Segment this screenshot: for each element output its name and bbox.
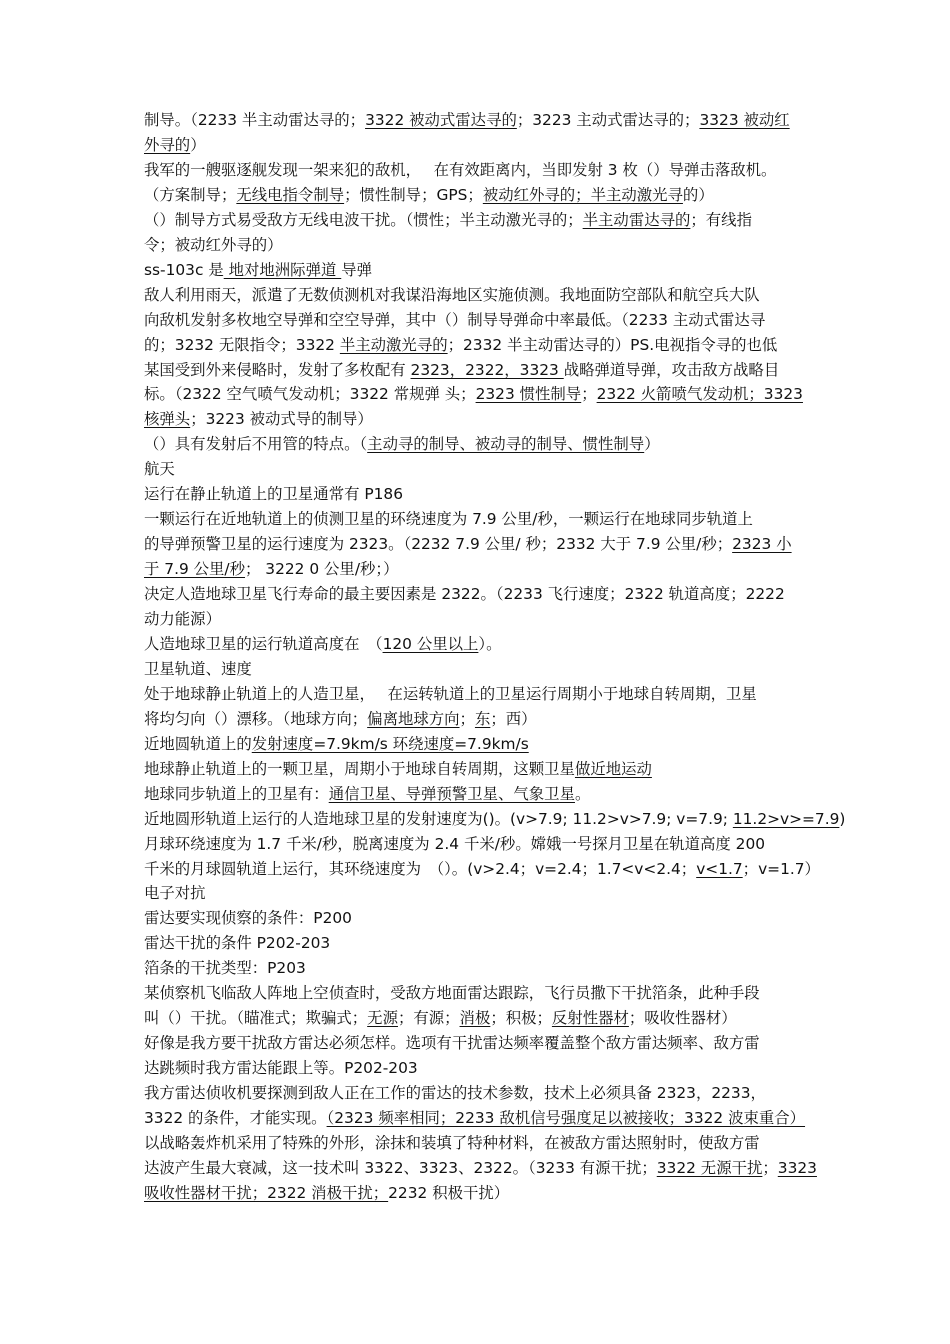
text-segment: 我方雷达侦收机要探测到敌人正在工作的雷达的技术参数，技术上必须具备 2323，2233， bbox=[144, 1084, 766, 1103]
underlined-answer: 主动寻的制导、被动寻的制导、惯性制导 bbox=[367, 435, 645, 454]
text-line bbox=[144, 482, 814, 506]
underlined-answer: 2323，2322，3323 bbox=[410, 360, 564, 379]
text-segment: 人造地球卫星的运行轨道高度在 （ bbox=[144, 634, 383, 653]
text-line bbox=[144, 582, 814, 606]
text-segment: ；有源； bbox=[397, 1009, 460, 1028]
text-segment: 将均匀向（）漂移。（地球方向； bbox=[144, 709, 368, 728]
text-segment: 战略弹道导弹，攻击敌方战略目 bbox=[563, 360, 780, 379]
text-segment: ；3223 被动式导的制导） bbox=[190, 410, 373, 429]
text-line bbox=[144, 407, 814, 431]
text-line bbox=[144, 308, 814, 332]
text-segment: ) bbox=[839, 809, 846, 828]
text-line bbox=[144, 233, 814, 257]
text-line bbox=[144, 457, 814, 481]
text-line bbox=[144, 1106, 814, 1130]
underlined-answer: 消极 bbox=[459, 1009, 491, 1028]
underlined-answer: 无源 bbox=[367, 1009, 398, 1028]
underlined-answer: 外寻的 bbox=[144, 135, 191, 154]
text-line bbox=[144, 133, 814, 157]
text-segment: ；积极； bbox=[490, 1009, 552, 1028]
text-line bbox=[144, 158, 814, 182]
underlined-answer: 偏离地球方向 bbox=[367, 709, 460, 728]
text-line bbox=[144, 507, 814, 531]
text-segment: 达跳频时我方雷达能跟上等。P202-203 bbox=[144, 1059, 418, 1078]
text-segment: ；3223 主动式雷达寻的； bbox=[516, 111, 700, 129]
text-line bbox=[144, 881, 814, 905]
text-segment: 制导。（2233 半主动雷达寻的； bbox=[144, 111, 366, 129]
text-line bbox=[144, 1031, 814, 1055]
underlined-answer: 2323 小 bbox=[732, 535, 792, 554]
underlined-answer: 半主动雷达寻的 bbox=[582, 210, 691, 229]
text-segment: ） bbox=[644, 435, 660, 454]
text-segment: 一颗运行在近地轨道上的侦测卫星的环绕速度为 7.9 公里/秒，一颗运行在地球同步轨道上 bbox=[144, 510, 753, 529]
text-line bbox=[144, 208, 814, 232]
text-segment: 的） bbox=[682, 185, 714, 204]
underlined-answer: 通信卫星、导弹预警卫星、气象卫星 bbox=[328, 784, 575, 803]
underlined-answer: 11.2>v>=7.9 bbox=[732, 809, 840, 828]
text-segment: 近地圆轨道上的 bbox=[144, 734, 252, 753]
underlined-answer: 吸收性器材干扰；2322 消极干扰； bbox=[144, 1183, 389, 1202]
text-line bbox=[144, 382, 814, 406]
text-segment: ss-103c 是 bbox=[144, 260, 224, 279]
text-segment: ； bbox=[581, 385, 597, 404]
text-segment: 2232 积极干扰） bbox=[388, 1183, 510, 1202]
text-segment: 雷达要实现侦察的条件：P200 bbox=[144, 909, 352, 928]
text-segment: （方案制导； bbox=[144, 185, 237, 204]
text-segment: ；2332 半主动雷达寻的）PS.电视指令寻的也低 bbox=[447, 335, 778, 354]
text-segment: 某侦察机飞临敌人阵地上空侦查时，受敌方地面雷达跟踪，飞行员撒下干扰箔条，此种手段 bbox=[144, 984, 760, 1003]
text-line bbox=[144, 358, 814, 382]
text-segment: ；有线指 bbox=[690, 210, 752, 229]
text-line bbox=[144, 283, 814, 307]
text-segment: 以战略轰炸机采用了特殊的外形，涂抹和装填了特种材料，在被敌方雷达照射时，使敌方雷 bbox=[144, 1133, 760, 1152]
underlined-answer: 3322 被动式雷达寻的 bbox=[365, 111, 517, 129]
text-segment: 达波产生最大衰减，这一技术叫 3322、3323、2322。（3233 有源干扰； bbox=[144, 1158, 657, 1177]
text-segment: 动力能源） bbox=[144, 610, 221, 628]
text-segment: 千米的月球圆轨道上运行，其环绕速度为 （）。(v>2.4；v=2.4；1.7<v<2.4； bbox=[144, 859, 697, 878]
underlined-answer: （2323 频率相同；2233 敌机信号强度足以被接收；3322 波束重合） bbox=[326, 1109, 806, 1127]
text-line bbox=[144, 906, 814, 930]
text-segment: （）制导方式易受敌方无线电波干扰。（惯性；半主动激光寻的； bbox=[144, 210, 583, 229]
underlined-answer: 地对地洲际弹道 bbox=[223, 260, 342, 279]
underlined-answer: 被动红外寻的；半主动激光寻 bbox=[482, 185, 683, 204]
text-line bbox=[144, 607, 814, 631]
text-segment: ；v=1.7） bbox=[742, 859, 820, 878]
text-line bbox=[144, 981, 814, 1005]
text-segment: ； 3222 0 公里/秒；） bbox=[245, 560, 399, 579]
text-segment: 导弹 bbox=[341, 260, 373, 279]
text-line bbox=[144, 557, 814, 581]
text-line bbox=[144, 1131, 814, 1155]
text-segment: 航天 bbox=[144, 460, 175, 479]
underlined-answer: 无线电指令制导 bbox=[236, 185, 345, 204]
text-segment: 好像是我方要干扰敌方雷达必须怎样。选项有干扰雷达频率覆盖整个敌方雷达频率、敌方雷 bbox=[144, 1034, 760, 1053]
text-segment: ；西） bbox=[490, 709, 537, 728]
underlined-answer: 发射速度=7.9km/s 环绕速度=7.9km/s bbox=[251, 734, 529, 753]
text-line bbox=[144, 707, 814, 731]
text-segment: 处于地球静止轨道上的人造卫星， 在运转轨道上的卫星运行周期小于地球自转周期，卫星 bbox=[144, 684, 757, 703]
underlined-answer: 反射性器材 bbox=[551, 1009, 629, 1028]
underlined-answer: 2322 火箭喷气发动机；3323 bbox=[596, 385, 803, 404]
underlined-answer: 3322 无源干扰 bbox=[656, 1158, 763, 1177]
underlined-answer: 2323 惯性制导 bbox=[475, 385, 582, 404]
text-segment: 月球环绕速度为 1.7 千米/秒，脱离速度为 2.4 千米/秒。嫦娥一号探月卫星在轨道高度 200 bbox=[144, 834, 766, 853]
text-segment: 的导弹预警卫星的运行速度为 2323。（2232 7.9 公里/ 秒；2332 大于 7.9 公里/秒； bbox=[144, 535, 733, 554]
text-line bbox=[144, 333, 814, 357]
text-line bbox=[144, 757, 814, 781]
underlined-answer: 做近地运动 bbox=[574, 759, 652, 778]
text-line bbox=[144, 931, 814, 955]
text-segment: 的；3232 无限指令；3322 bbox=[144, 335, 340, 354]
text-segment: 向敌机发射多枚地空导弹和空空导弹，其中（）制导导弹命中率最低。（2233 主动式雷达寻 bbox=[144, 310, 766, 329]
text-line bbox=[144, 1181, 814, 1205]
text-segment: 卫星轨道、速度 bbox=[144, 659, 252, 678]
text-segment: 某国受到外来侵略时，发射了多枚配有 bbox=[144, 360, 411, 379]
underlined-answer: v<1.7 bbox=[696, 859, 743, 878]
text-segment: ； bbox=[762, 1158, 778, 1177]
text-line bbox=[144, 1156, 817, 1180]
underlined-answer: 于 7.9 公里/秒 bbox=[144, 560, 246, 579]
text-segment: 箔条的干扰类型：P203 bbox=[144, 959, 306, 978]
text-segment: 3322 的条件，才能实现。 bbox=[144, 1109, 327, 1127]
text-line bbox=[144, 108, 814, 132]
text-segment: 敌人利用雨天，派遣了无数侦测机对我谋沿海地区实施侦测。我地面防空部队和航空兵大队 bbox=[144, 285, 760, 304]
underlined-answer: 3323 被动红 bbox=[699, 111, 790, 129]
text-line bbox=[144, 258, 814, 282]
text-segment: 近地圆形轨道上运行的人造地球卫星的发射速度为()。(v>7.9; 11.2>v>7.9; v=7.9; bbox=[144, 809, 733, 828]
text-segment: ；吸收性器材） bbox=[628, 1009, 737, 1028]
text-line bbox=[144, 183, 814, 207]
text-segment: 地球静止轨道上的一颗卫星，周期小于地球自转周期，这颗卫星 bbox=[144, 759, 575, 778]
text-line bbox=[144, 682, 814, 706]
text-segment: 运行在静止轨道上的卫星通常有 P186 bbox=[144, 485, 404, 504]
text-line bbox=[144, 807, 846, 831]
text-segment: ；惯性制导；GPS； bbox=[344, 185, 483, 204]
underlined-answer: 半主动激光寻的 bbox=[339, 335, 448, 354]
underlined-answer: 3323 bbox=[777, 1158, 817, 1177]
text-segment: 我军的一艘驱逐舰发现一架来犯的敌机， 在有效距离内，当即发射 3 枚（）导弹击落敌机。 bbox=[144, 160, 777, 179]
text-line bbox=[144, 1081, 814, 1105]
text-line bbox=[144, 657, 814, 681]
text-segment: 电子对抗 bbox=[144, 884, 206, 903]
text-segment: 。 bbox=[574, 784, 591, 803]
underlined-answer: 核弹头 bbox=[144, 410, 191, 429]
text-line bbox=[144, 632, 814, 656]
text-line bbox=[144, 732, 814, 756]
text-segment: （）具有发射后不用管的特点。（ bbox=[144, 435, 368, 454]
text-segment: ； bbox=[459, 709, 475, 728]
text-line bbox=[144, 432, 814, 456]
text-line bbox=[144, 1006, 814, 1030]
text-segment: 令；被动红外寻的） bbox=[144, 235, 283, 254]
text-line bbox=[144, 857, 820, 881]
text-line bbox=[144, 832, 814, 856]
text-line bbox=[144, 532, 814, 556]
text-segment: ） bbox=[190, 135, 206, 154]
text-line bbox=[144, 1056, 814, 1080]
text-segment: 雷达干扰的条件 P202-203 bbox=[144, 934, 331, 953]
text-segment: ）。 bbox=[478, 634, 502, 653]
text-segment: 决定人造地球卫星飞行寿命的最主要因素是 2322。（2233 飞行速度；2322 轨道高度；2222 bbox=[144, 585, 785, 604]
underlined-answer: 120 公里以上 bbox=[382, 634, 479, 653]
underlined-answer: 东 bbox=[474, 709, 491, 728]
text-segment: 地球同步轨道上的卫星有： bbox=[144, 784, 329, 803]
text-line bbox=[144, 956, 814, 980]
text-segment: 标。（2322 空气喷气发动机；3322 常规弹 头； bbox=[144, 385, 476, 404]
text-segment: 叫（）干扰。（瞄准式；欺骗式； bbox=[144, 1009, 368, 1028]
text-line bbox=[144, 782, 814, 806]
